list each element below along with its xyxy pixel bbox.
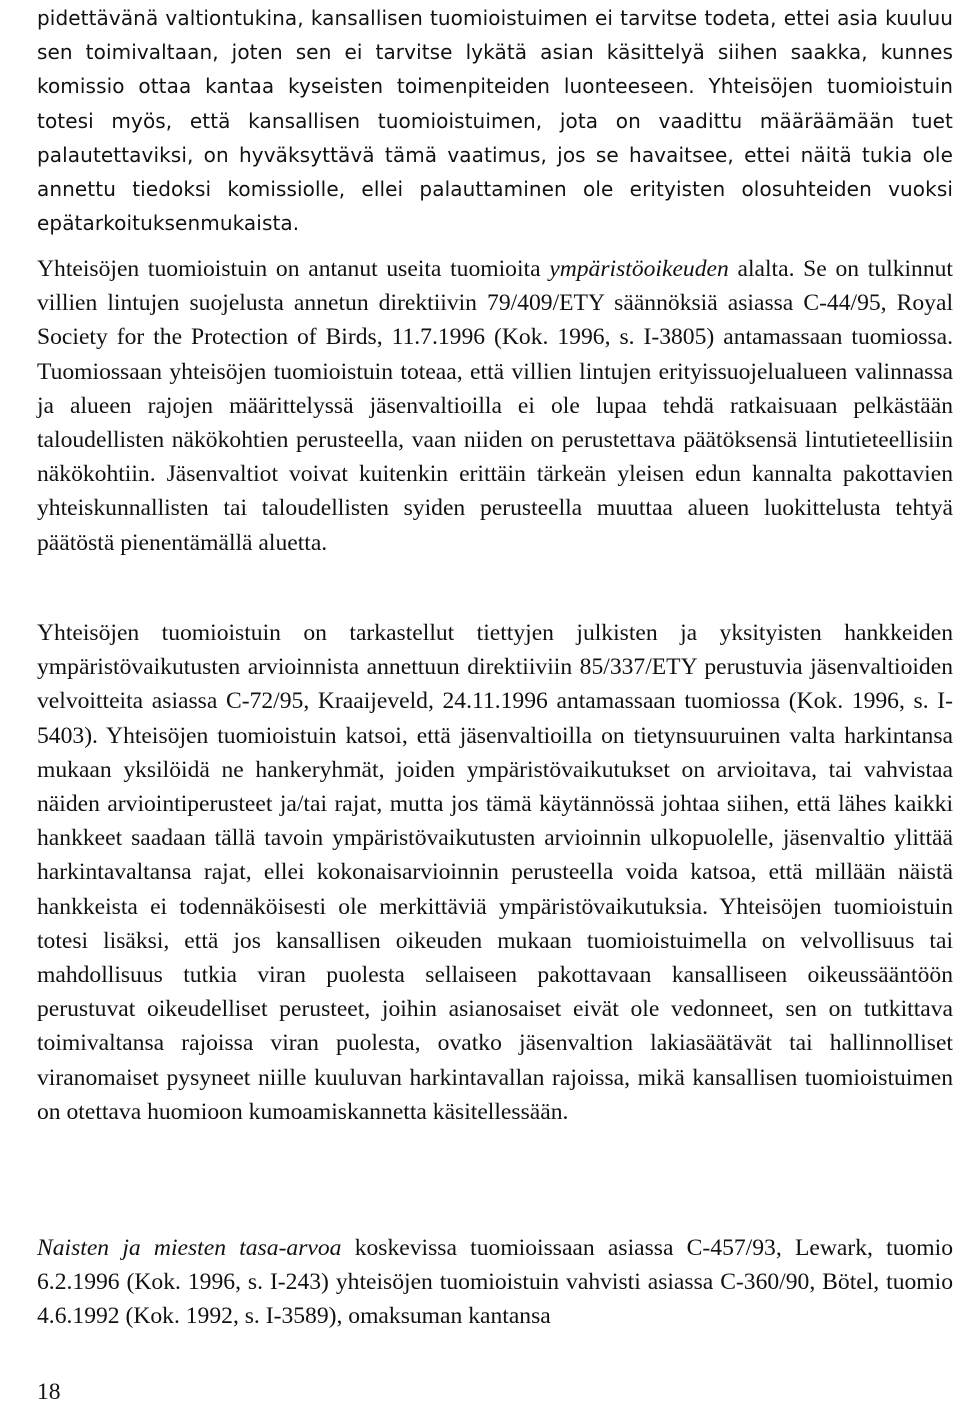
document-page xyxy=(37,0,953,1406)
paragraph-state-aid xyxy=(37,1,953,240)
paragraph-text: Yhteisöjen tuomioistuin totesi myös, että kansallisen tuomioistuimen, jota on vaadittu määräämään tuet palautettaviksi, on hyväksyttävä tämä vaatimus, jos se havaitsee, ettei näitä tukia ole annettu tiedoksi komissiolle, ellei palauttaminen ole erityisten olosuhteiden vuoksi epätarkoituksenmukaista. xyxy=(37,74,954,236)
paragraph-environmental-law xyxy=(37,252,953,560)
paragraph-text: alalta. Se on tulkinnut villien lintujen suojelusta annetun direktiivin 79/409/ETY säännöksiä asiassa C-44/95, Royal Society for the Protection of Birds, 11.7.1996 (Kok. 1996, s. I-3805) antamassaan tuomiossa. Tuomiossaan yhteisöjen tuomioistuin toteaa, että villien lintujen erityissuojelualueen valinnassa ja alueen rajojen määrittelyssä jäsenvaltioilla ei ole lupaa tehdä ratkaisuaan pelkästään taloudellisten näkökohtien perusteella, vaan niiden on perustettava päätöksensä lintutieteellisiin näkökohtiin. Jäsenvaltiot voivat kuitenkin erittäin tärkeän yleisen edun kannalta pakottavien yhteiskunnallisten tai taloudellisten syiden perusteella muuttaa alueen luokittelusta tehtyä päätöstä pienentämällä aluetta. xyxy=(37,256,953,556)
paragraph-text: koskevissa tuomioissaan asiassa C-457/93, Lewark, tuomio 6.2.1996 (Kok. 1996, s. I-243) yhteisöjen tuomioistuin vahvisti asiassa C-360/90, Bötel, tuomio 4.6.1992 (Kok. 1992, s. I-3589), omaksuman kantansa xyxy=(37,1235,953,1330)
paragraph-text: pidettävänä valtiontukina, kansallisen tuomioistuimen ei tarvitse todeta, ettei asia kuuluu sen toimivaltaan, joten sen ei tarvitse lykätä asian käsittelyä siihen saakka, kunnes komissio ottaa kantaa kyseisten toimenpiteiden luonteeseen. xyxy=(37,6,953,99)
italic-term: ympäristöoikeuden xyxy=(549,256,729,282)
paragraph-text: Yhteisöjen tuomioistuin on tarkastellut tiettyjen julkisten ja yksityisten hankkeiden ympäristövaikutusten arvioinnista annettuun direktiiviin 85/337/ETY perustuvia jäsenvaltioiden velvoitteita asiassa C-72/95, Kraaijeveld, 24.11.1996 antamassaan tuomiossa (Kok. 1996, s. I-5403). Yhteisöjen tuomioistuin katsoi, että jäsenvaltioilla on tietynsuuruinen valta harkintansa mukaan yksilöidä ne hankeryhmät, joiden ympäristövaikutukset on arvioitava, tai vahvistaa näiden arviointiperusteet ja/tai rajat, mutta jos tämä käytännössä johtaa siihen, että lähes kaikki hankkeet saadaan tällä tavoin ympäristövaikutusten arvioinnin ulkopuolelle, jäsenvaltio ylittää harkintavaltansa rajat, ellei kokonaisarvioinnin perusteella voida katsoa, että millään näistä hankkeista ei todennäköisesti ole merkittäviä ympäristövaikutuksia. Yhteisöjen tuomioistuin totesi lisäksi, että jos kansallisen oikeuden mukaan tuomioistuimella on velvollisuus tai mahdollisuus tutkia viran puolesta sellaiseen pakottavaan kansalliseen oikeussääntöön perustuvat oikeudelliset perusteet, joihin asianosaiset eivät ole vedonneet, sen on tutkittava toimivaltansa rajoissa viran puolesta, ovatko jäsenvaltion lakiasäätävät tai hallinnolliset viranomaiset pysyneet niille kuuluvan harkintavallan rajoissa, mikä kansallisen tuomioistuimen on otettava huomioon kumoamiskannetta käsitellessään. xyxy=(37,620,953,1125)
paragraph-gender-equality xyxy=(37,1231,953,1334)
paragraph-environmental-impact xyxy=(37,616,953,1129)
page-number: 18 xyxy=(37,1379,61,1405)
paragraph-text: Yhteisöjen tuomioistuin on antanut useita tuomioita xyxy=(37,256,550,282)
italic-term: Naisten ja miesten tasa-arvoa xyxy=(37,1235,342,1261)
